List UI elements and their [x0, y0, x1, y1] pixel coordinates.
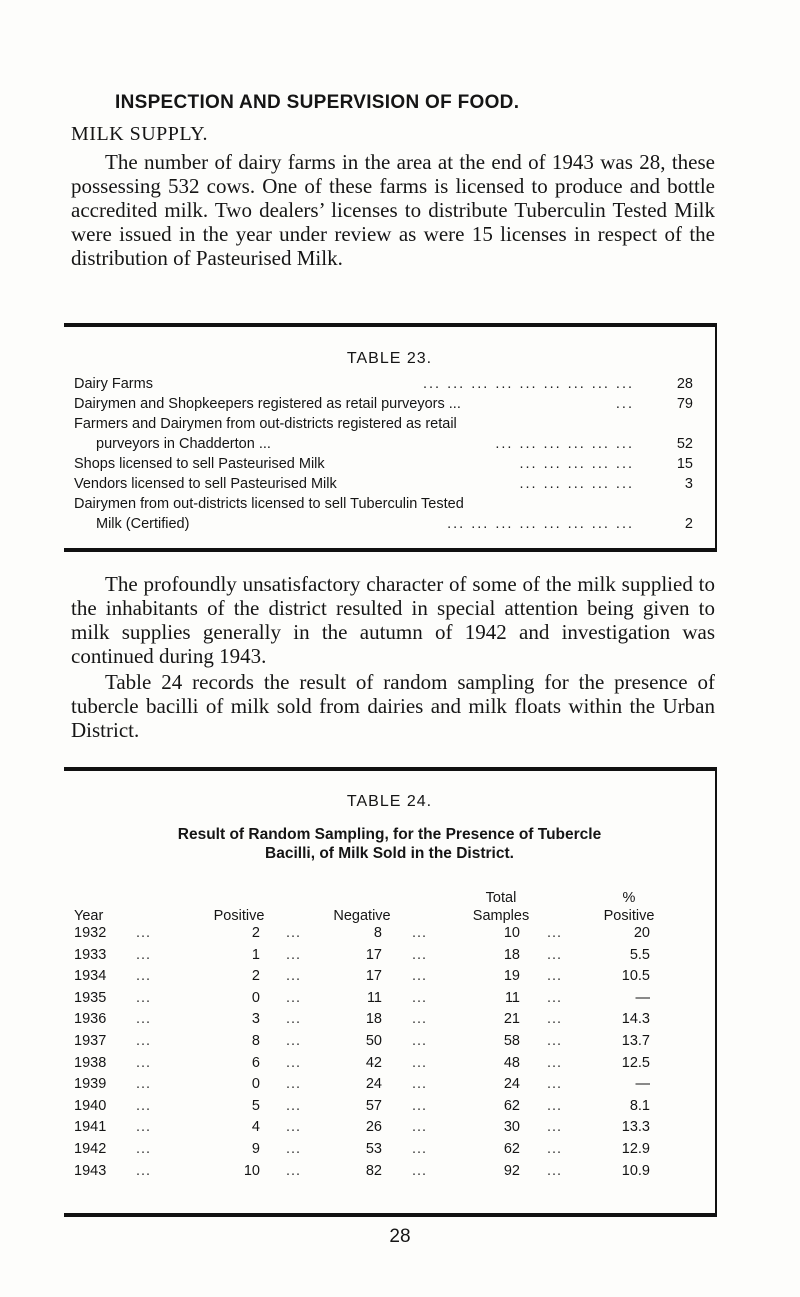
leader-dots: ...	[286, 989, 302, 1006]
positive-cell: 4	[251, 1119, 260, 1136]
table-row	[74, 456, 715, 476]
leader-dots: ...	[286, 1011, 302, 1028]
table-row	[64, 1163, 715, 1183]
leader-dots: ...	[412, 989, 428, 1006]
year-cell: 1940	[74, 1097, 107, 1114]
row-value: 79	[676, 396, 693, 412]
year-cell: 1943	[74, 1162, 107, 1179]
leader-dots: ...	[136, 1162, 152, 1179]
percent-cell: 12.5	[621, 1054, 650, 1071]
header-pct-line1: %	[622, 890, 636, 906]
percent-cell: 12.9	[621, 1141, 650, 1157]
leader-dots: ...	[136, 946, 152, 963]
section-heading: INSPECTION AND SUPERVISION OF FOOD.	[115, 92, 520, 113]
row-value: 52	[676, 436, 693, 452]
table-row	[64, 1141, 715, 1161]
positive-cell: 0	[251, 989, 260, 1006]
row-value: 28	[676, 376, 693, 392]
leader-dots: ... ... ... ... ... ...	[495, 436, 634, 452]
table-row	[64, 1033, 715, 1053]
page-number: 28	[389, 1226, 411, 1247]
leader-dots: ...	[286, 1119, 302, 1136]
table-23-title: TABLE 23.	[346, 350, 433, 367]
leader-dots: ...	[412, 1011, 428, 1028]
table-row	[64, 1076, 715, 1096]
leader-dots: ...	[136, 1076, 152, 1093]
year-cell: 1937	[74, 1033, 107, 1049]
percent-cell: 13.3	[621, 1119, 650, 1136]
positive-cell: 6	[251, 1054, 260, 1071]
leader-dots: ...	[286, 1033, 302, 1049]
year-cell: 1933	[74, 946, 107, 963]
leader-dots: ...	[136, 968, 152, 985]
leader-dots: ...	[412, 1162, 428, 1179]
year-cell: 1932	[74, 925, 107, 941]
leader-dots: ...	[547, 989, 563, 1006]
leader-dots: ...	[286, 946, 302, 963]
positive-cell: 10	[243, 1162, 260, 1179]
leader-dots: ...	[412, 1033, 428, 1049]
table-24-title: TABLE 24.	[346, 793, 433, 810]
total-cell: 18	[503, 946, 520, 963]
total-cell: 19	[503, 968, 520, 985]
leader-dots: ...	[412, 968, 428, 985]
table-row	[64, 1055, 715, 1075]
total-cell: 62	[503, 1141, 520, 1157]
negative-cell: 82	[365, 1162, 382, 1179]
leader-dots: ... ... ... ... ...	[519, 456, 634, 472]
leader-dots: ...	[412, 1076, 428, 1093]
caption-line-2: Bacilli, of Milk Sold in the District.	[265, 845, 514, 862]
total-cell: 58	[503, 1033, 520, 1049]
header-positive: Positive	[213, 908, 265, 924]
negative-cell: 50	[365, 1033, 382, 1049]
paragraph-table-24-intro: Table 24 records the result of random sampling for the presence of tubercle bacilli of milk sold from dairies and milk floats within the Urban District.	[71, 670, 715, 742]
positive-cell: 0	[251, 1076, 260, 1093]
leader-dots: ... ... ... ... ... ... ... ... ...	[423, 376, 634, 392]
percent-cell: —	[635, 989, 650, 1006]
table-row	[74, 496, 715, 536]
leader-dots: ...	[547, 925, 563, 941]
total-cell: 62	[503, 1097, 520, 1114]
year-cell: 1941	[74, 1119, 107, 1136]
total-cell: 24	[503, 1076, 520, 1093]
negative-cell: 18	[365, 1011, 382, 1028]
positive-cell: 2	[251, 968, 260, 985]
leader-dots: ...	[286, 968, 302, 985]
header-pct-line2: Positive	[603, 908, 655, 924]
percent-cell: 14.3	[621, 1011, 650, 1028]
negative-cell: 26	[365, 1119, 382, 1136]
caption-line-1: Result of Random Sampling, for the Presence of Tubercle	[177, 826, 602, 843]
row-label: Vendors licensed to sell Pasteurised Milk	[74, 476, 343, 492]
leader-dots: ...	[412, 1119, 428, 1136]
row-value: 15	[676, 456, 693, 472]
row-label-continued: Milk (Certified)	[96, 516, 195, 532]
leader-dots: ...	[412, 946, 428, 963]
positive-cell: 8	[251, 1033, 260, 1049]
total-cell: 48	[503, 1054, 520, 1071]
year-cell: 1934	[74, 968, 107, 985]
leader-dots: ...	[547, 968, 563, 985]
leader-dots: ... ... ... ... ...	[519, 476, 634, 492]
header-total-line2: Samples	[472, 908, 530, 924]
paragraph-unsatisfactory-milk: The profoundly unsatisfactory character of some of the milk supplied to the inhabitants of the district resulted in special attention being given to milk supplies generally in the autumn of 1942 and investigation was continued during 1943.	[71, 572, 715, 668]
leader-dots: ...	[136, 1033, 152, 1049]
year-cell: 1935	[74, 989, 107, 1006]
negative-cell: 17	[365, 968, 382, 985]
negative-cell: 24	[365, 1076, 382, 1093]
negative-cell: 57	[365, 1097, 382, 1114]
table-23	[64, 323, 717, 552]
leader-dots: ...	[547, 1162, 563, 1179]
table-row	[74, 476, 715, 496]
table-row	[64, 947, 715, 967]
row-label: Dairymen from out-districts licensed to sell Tuberculin Tested	[74, 496, 464, 512]
table-row	[64, 990, 715, 1010]
header-total-samples	[456, 889, 546, 925]
header-percent-positive	[584, 889, 674, 925]
percent-cell: 20	[633, 925, 650, 941]
leader-dots: ...	[547, 1054, 563, 1071]
leader-dots: ...	[615, 396, 634, 412]
milk-supply-subheading: MILK SUPPLY.	[71, 123, 208, 145]
leader-dots: ...	[136, 1097, 152, 1114]
leader-dots: ... ... ... ... ... ... ... ...	[447, 516, 634, 532]
negative-cell: 8	[373, 925, 382, 941]
table-23-body	[64, 376, 715, 536]
leader-dots: ...	[286, 1097, 302, 1114]
negative-cell: 42	[365, 1054, 382, 1071]
leader-dots: ...	[547, 946, 563, 963]
year-cell: 1938	[74, 1054, 107, 1071]
header-negative: Negative	[333, 908, 391, 924]
negative-cell: 53	[365, 1141, 382, 1157]
leader-dots: ...	[286, 1054, 302, 1071]
total-cell: 21	[503, 1011, 520, 1028]
leader-dots: ...	[547, 1076, 563, 1093]
leader-dots: ...	[547, 1011, 563, 1028]
leader-dots: ...	[412, 1054, 428, 1071]
percent-cell: 5.5	[629, 946, 650, 963]
leader-dots: ...	[547, 1033, 563, 1049]
leader-dots: ...	[136, 925, 152, 941]
header-year: Year	[74, 908, 104, 924]
row-label: Dairy Farms	[74, 376, 159, 392]
leader-dots: ...	[286, 1141, 302, 1157]
negative-cell: 17	[365, 946, 382, 963]
row-value: 2	[684, 516, 693, 532]
table-row	[64, 1119, 715, 1139]
year-cell: 1942	[74, 1141, 107, 1157]
leader-dots: ...	[136, 1054, 152, 1071]
positive-cell: 2	[251, 925, 260, 941]
table-24	[64, 767, 717, 1217]
positive-cell: 3	[251, 1011, 260, 1028]
leader-dots: ...	[547, 1141, 563, 1157]
percent-cell: —	[635, 1076, 650, 1093]
leader-dots: ...	[412, 1141, 428, 1157]
row-label: Farmers and Dairymen from out-districts registered as retail	[74, 416, 457, 432]
leader-dots: ...	[136, 1011, 152, 1028]
table-row	[74, 396, 715, 416]
total-cell: 92	[503, 1162, 520, 1179]
total-cell: 11	[504, 989, 520, 1006]
positive-cell: 5	[251, 1097, 260, 1114]
percent-cell: 10.5	[621, 968, 650, 985]
leader-dots: ...	[286, 1076, 302, 1093]
leader-dots: ...	[136, 1141, 152, 1157]
row-label: Dairymen and Shopkeepers registered as retail purveyors ...	[74, 396, 467, 412]
leader-dots: ...	[412, 1097, 428, 1114]
header-total-line1: Total	[485, 890, 517, 906]
row-value: 3	[684, 476, 693, 492]
table-row	[74, 376, 715, 396]
table-row	[64, 968, 715, 988]
leader-dots: ...	[412, 925, 428, 941]
total-cell: 30	[503, 1119, 520, 1136]
leader-dots: ...	[286, 1162, 302, 1179]
year-cell: 1939	[74, 1076, 107, 1093]
row-label-continued: purveyors in Chadderton ...	[96, 436, 277, 452]
leader-dots: ...	[286, 925, 302, 941]
leader-dots: ...	[547, 1119, 563, 1136]
positive-cell: 1	[251, 946, 260, 963]
leader-dots: ...	[136, 1119, 152, 1136]
percent-cell: 8.1	[629, 1097, 650, 1114]
year-cell: 1936	[74, 1011, 107, 1028]
table-row	[64, 1011, 715, 1031]
percent-cell: 10.9	[621, 1162, 650, 1179]
table-row	[64, 1098, 715, 1118]
leader-dots: ...	[547, 1097, 563, 1114]
paragraph-dairy-farms: The number of dairy farms in the area at the end of 1943 was 28, these possessing 532 cows. One of these farms is licensed to produce and bottle accredited milk. Two dealers’ licenses to distribute Tuberculin Tested Milk were issued in the year under review as were 15 licenses in respect of the distribution of Pasteurised Milk.	[71, 150, 715, 270]
positive-cell: 9	[251, 1141, 260, 1157]
leader-dots: ...	[136, 989, 152, 1006]
negative-cell: 11	[366, 989, 382, 1006]
table-row	[74, 416, 715, 456]
table-24-caption	[64, 825, 715, 863]
row-label: Shops licensed to sell Pasteurised Milk	[74, 456, 331, 472]
total-cell: 10	[503, 925, 520, 941]
percent-cell: 13.7	[621, 1033, 650, 1049]
table-row	[64, 925, 715, 945]
